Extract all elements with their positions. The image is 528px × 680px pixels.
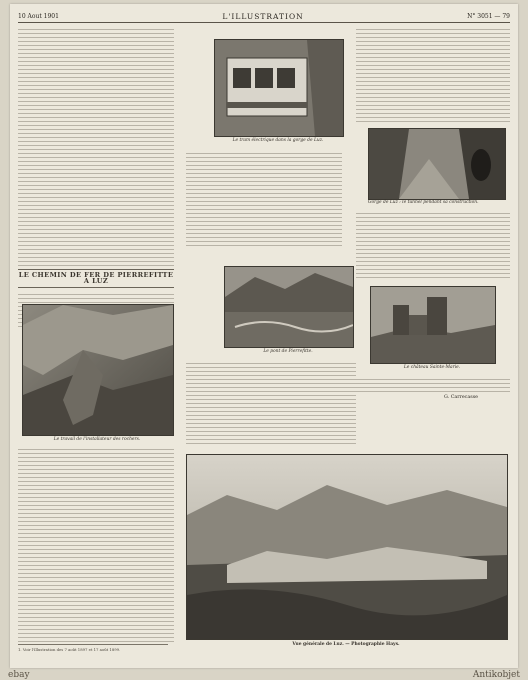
footnote: 1. Voir l'Illustration des 7 août 1897 et 17 août 1899. [18, 644, 168, 652]
middle-column-upper [186, 150, 342, 246]
journal-title: L'ILLUSTRATION [222, 11, 304, 21]
body-text-block [186, 360, 356, 446]
right-column-middle [356, 210, 510, 280]
body-text-block [18, 26, 174, 266]
body-text-block [186, 150, 342, 246]
left-column-lower [18, 446, 174, 642]
figure-tram [214, 39, 344, 137]
body-text-block [18, 446, 174, 642]
page-header [18, 10, 510, 23]
article-signature: G. Carrecasse [444, 395, 478, 400]
caption-tram: Le tram électrique dans la gorge de Luz. [232, 138, 324, 143]
figure-panorama [186, 454, 508, 640]
figure-castle [370, 286, 496, 364]
right-column-lower [356, 376, 510, 392]
caption-gorge: Gorge de Luz : le tunnel pendant sa construction. [368, 200, 479, 205]
right-column-upper [356, 26, 510, 124]
caption-bridge: Le pont de Pierrefitte. [263, 349, 313, 354]
figure-gorge [368, 128, 506, 200]
middle-column-lower [186, 360, 356, 446]
figure-bridge [224, 266, 354, 348]
body-text-block [356, 210, 510, 280]
issue-date: 10 Aout 1901 [18, 12, 59, 20]
article-title: LE CHEMIN DE FER DE PIERREFITTE A LUZ [18, 269, 174, 288]
left-column [18, 26, 174, 327]
body-text-block [356, 26, 510, 124]
footer-left: ebay [8, 670, 30, 680]
footer-right: Antikobjet [472, 670, 520, 680]
figure-rocks [22, 304, 174, 436]
caption-rocks: Le travail de l'installateur des rochers. [53, 437, 141, 442]
caption-castle: Le château Sainte-Marie. [403, 365, 461, 370]
body-text-block [356, 376, 510, 392]
caption-panorama: Vue générale de Luz. — Photographie Hays. [292, 642, 400, 647]
page-number: N° 3051 — 79 [467, 12, 510, 20]
newspaper-page [10, 4, 518, 668]
